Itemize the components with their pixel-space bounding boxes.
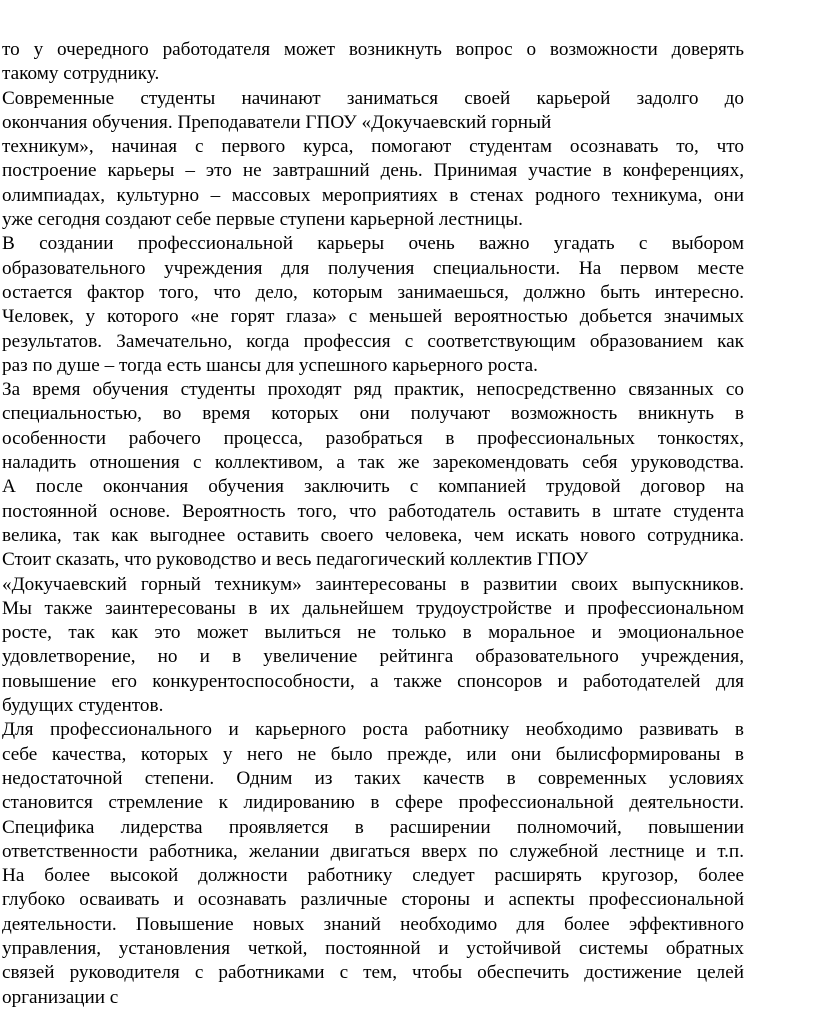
text-line: связей руководителя с работниками с тем, чтобы обеспечить достижение целей bbox=[2, 962, 744, 984]
text-line: велика, так как выгоднее оставить своего человека, чем искать нового сотрудника. bbox=[2, 524, 744, 546]
text-line: раз по душе – тогда есть шансы для успешного карьерного роста. bbox=[2, 354, 538, 376]
text-line: Мы также заинтересованы в их дальнейшем трудоустройстве и профессиональном bbox=[2, 597, 744, 619]
document-body bbox=[2, 38, 744, 1010]
text-line: росте, так как это может вылиться не только в моральное и эмоциональное bbox=[2, 622, 744, 644]
text-line: Специфика лидерства проявляется в расширении полномочий, повышении bbox=[2, 816, 744, 838]
text-line: Стоит сказать, что руководство и весь педагогический коллектив ГПОУ bbox=[2, 549, 589, 571]
text-line: Для профессионального и карьерного роста работнику необходимо развивать в bbox=[2, 719, 744, 741]
text-line: управления, установления четкой, постоянной и устойчивой системы обратных bbox=[2, 937, 744, 959]
text-line: За время обучения студенты проходят ряд практик, непосредственно связанных со bbox=[2, 379, 744, 401]
text-line: недостаточной степени. Одним из таких качеств в современных условиях bbox=[2, 767, 744, 789]
text-line: окончания обучения. Преподаватели ГПОУ «Докучаевский горный bbox=[2, 111, 552, 133]
text-line: глубоко осваивать и осознавать различные стороны и аспекты профессиональной bbox=[2, 889, 744, 911]
text-line: специальностью, во время которых они получают возможность вникнуть в bbox=[2, 403, 744, 425]
text-line: уже сегодня создают себе первые ступени карьерной лестницы. bbox=[2, 209, 523, 231]
text-line: удовлетворение, но и в увеличение рейтинга образовательного учреждения, bbox=[2, 646, 744, 668]
text-line: построение карьеры – это не завтрашний день. Принимая участие в конференциях, bbox=[2, 160, 744, 182]
text-line: образовательного учреждения для получения специальности. На первом месте bbox=[2, 257, 744, 279]
text-line: наладить отношения с коллективом, а так же зарекомендовать себя уруководства. bbox=[2, 452, 744, 474]
text-line: А после окончания обучения заключить с компанией трудовой договор на bbox=[2, 476, 744, 498]
text-line: техникум», начиная с первого курса, помогают студентам осознавать то, что bbox=[2, 136, 744, 158]
text-line: постоянной основе. Вероятность того, что работодатель оставить в штате студента bbox=[2, 500, 744, 522]
text-line: то у очередного работодателя может возникнуть вопрос о возможности доверять bbox=[2, 39, 744, 60]
text-line: деятельности. Повышение новых знаний необходимо для более эффективного bbox=[2, 913, 744, 935]
text-line: становится стремление к лидированию в сфере профессиональной деятельности. bbox=[2, 792, 744, 814]
text-line: будущих студентов. bbox=[2, 695, 164, 717]
text-line: «Докучаевский горный техникум» заинтересованы в развитии своих выпускников. bbox=[2, 573, 744, 595]
text-line: себе качества, которых у него не было прежде, или они былисформированы в bbox=[2, 743, 744, 765]
text-line: результатов. Замечательно, когда профессия с соответствующим образованием как bbox=[2, 330, 744, 352]
text-line: Человек, у которого «не горят глаза» с меньшей вероятностью добьется значимых bbox=[2, 306, 744, 328]
text-line: повышение его конкурентоспособности, а также спонсоров и работодателей для bbox=[2, 670, 744, 692]
text-line: особенности рабочего процесса, разобраться в профессиональных тонкостях, bbox=[2, 427, 744, 449]
text-line: ответственности работника, желании двигаться вверх по служебной лестнице и т.п. bbox=[2, 840, 744, 862]
text-line: остается фактор того, что дело, которым занимаешься, должно быть интересно. bbox=[2, 281, 744, 303]
text-line: олимпиадах, культурно – массовых мероприятиях в стенах родного техникума, они bbox=[2, 184, 744, 206]
text-line: организации с bbox=[2, 986, 119, 1008]
text-line: такому сотруднику. bbox=[2, 63, 160, 85]
text-line: Современные студенты начинают заниматься своей карьерой задолго до bbox=[2, 87, 744, 109]
text-line: В создании профессиональной карьеры очень важно угадать с выбором bbox=[2, 233, 744, 255]
text-line: На более высокой должности работнику следует расширять кругозор, более bbox=[2, 865, 744, 887]
